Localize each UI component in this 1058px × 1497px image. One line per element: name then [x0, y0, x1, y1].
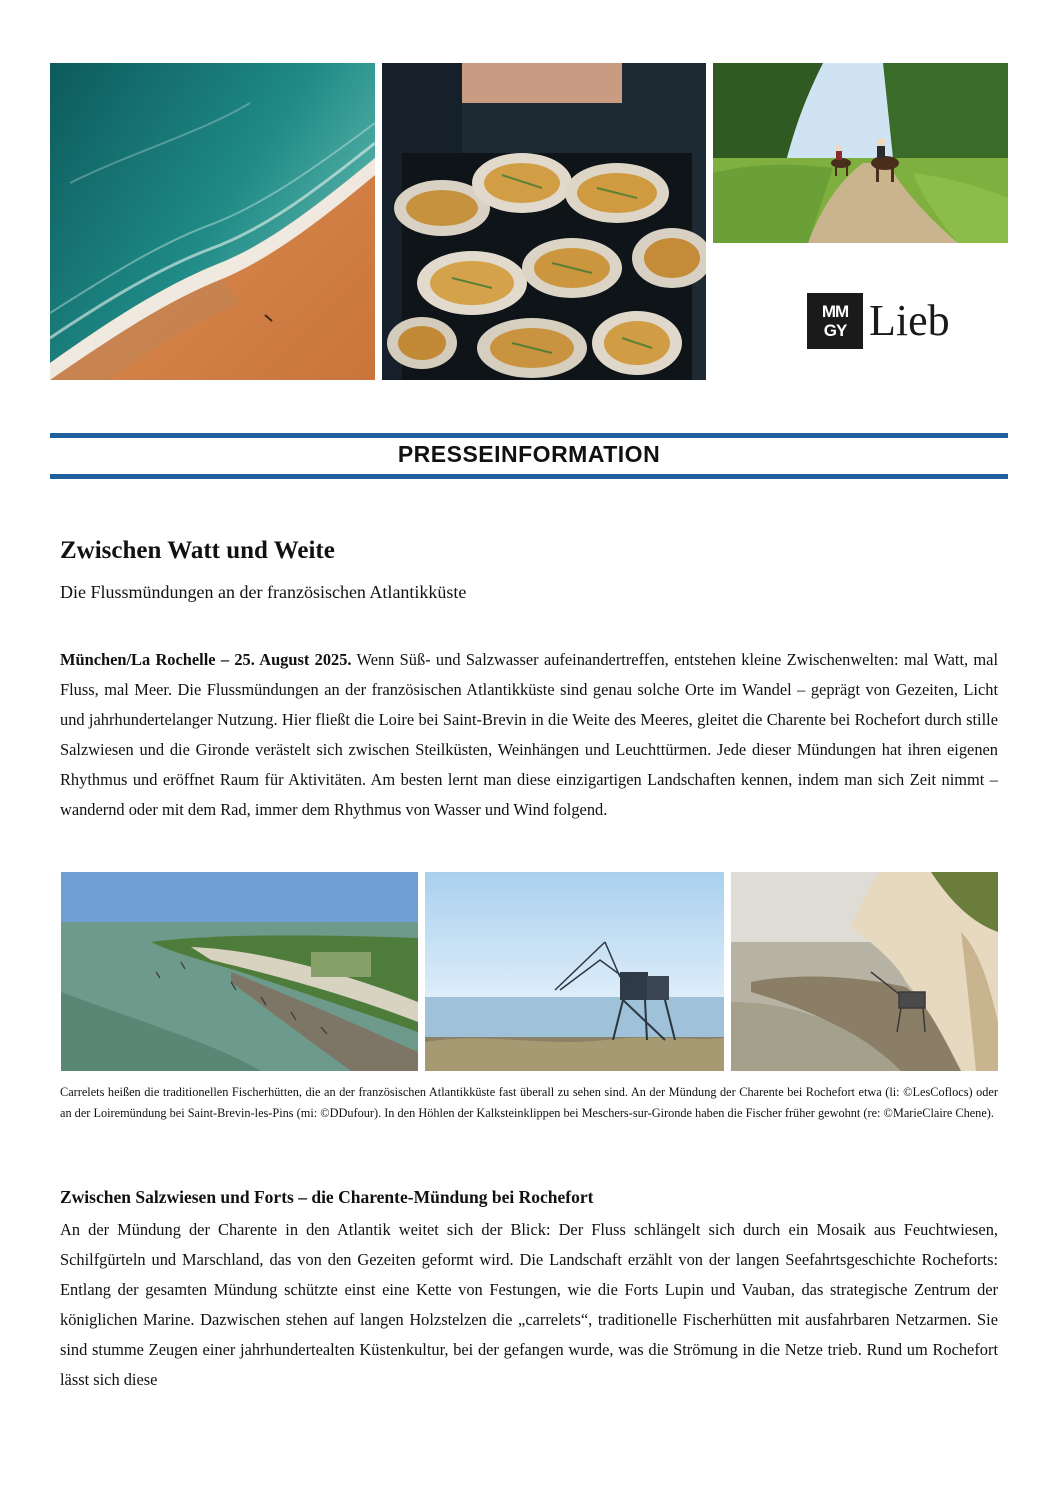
banner-rule-top — [50, 433, 1008, 438]
logo-mark-bottom: GY — [823, 321, 847, 340]
photo-horse-riders-path — [713, 63, 1008, 243]
mmgy-lieb-logo — [807, 293, 950, 349]
intro-paragraph — [60, 645, 998, 825]
section-title: Zwischen Salzwiesen und Forts – die Charente-Mündung bei Rochefort — [60, 1187, 594, 1207]
intro-text: Wenn Süß- und Salzwasser aufeinandertreffen, entstehen kleine Zwischenwelten: mal Watt, mal Fluss, mal Meer. Die Flussmündungen an der französischen Atlantikküste sind genau solche Orte im Wandel – geprägt von Gezeiten, Licht und jahrhundertelanger Nutzung. Hier fließt die Loire bei Saint-Brevin in die Weite des Meeres, gleitet die Charente bei Rochefort durch stille Salzwiesen und die Gironde verästelt sich zwischen Steilküsten, Weinhängen und Leuchttürmen. Jede dieser Mündungen hat ihren eigenen Rhythmus und eröffnet Raum für Aktivitäten. Am besten lernt man diese einzigartigen Landschaften kennen, indem man sich Zeit nimmt – wandernd oder mit dem Rad, immer dem Rhythmus von Wasser und Wind folgend. — [60, 650, 998, 819]
logo-wordmark: Lieb — [869, 296, 950, 345]
photo-caption: Carrelets heißen die traditionellen Fischerhütten, die an der französischen Atlantikküste fast überall zu sehen sind. An der Mündung der Charente bei Rochefort etwa (li: ©LesCoflocs) oder an der Loiremündung bei Saint-Brevin-les-Pins (mi: ©DDufour). In den Höhlen der Kalksteinklippen bei Meschers-sur-Gironde haben die Fischer früher gewohnt (re: ©MarieClaire Chene). — [60, 1085, 998, 1120]
logo-mark-top: MM — [821, 302, 849, 321]
banner-rule-bottom — [50, 474, 1008, 479]
photo-gratinated-oysters — [382, 63, 706, 380]
photo-loire-carrelet — [425, 872, 724, 1071]
press-label: PRESSEINFORMATION — [397, 441, 661, 467]
intro-dateline: München/La Rochelle – 25. August 2025. — [60, 650, 352, 669]
photo-charente-aerial — [61, 872, 418, 1071]
headline: Zwischen Watt und Weite — [60, 537, 335, 564]
subheadline: Die Flussmündungen an der französischen Atlantikküste — [60, 582, 467, 602]
photo-gironde-cliff — [731, 872, 998, 1071]
photo-aerial-beach-waves — [50, 63, 375, 380]
section-paragraph: An der Mündung der Charente in den Atlantik weitet sich der Blick: Der Fluss schlängelt sich durch ein Mosaik aus Feuchtwiesen, Schilfgürteln und Marschland, das von den Gezeiten geformt wird. Die Landschaft erzählt von der langen Seefahrtsgeschichte Rocheforts: Entlang der gesamten Mündung schützte einst eine Kette von Festungen, wie die Forts Lupin und Vauban, das strategische Zentrum der königlichen Marine. Dazwischen stehen auf langen Holzstelzen die „carrelets“, traditionelle Fischerhütten mit ausfahrbaren Netzarmen. Sie sind stumme Zeugen einer jahrhundertealten Küstenkultur, bei der gefangen wurde, was die Strömung in die Netze trieb. Rund um Rochefort lässt sich diese — [60, 1220, 998, 1389]
logo-mark — [807, 293, 863, 349]
